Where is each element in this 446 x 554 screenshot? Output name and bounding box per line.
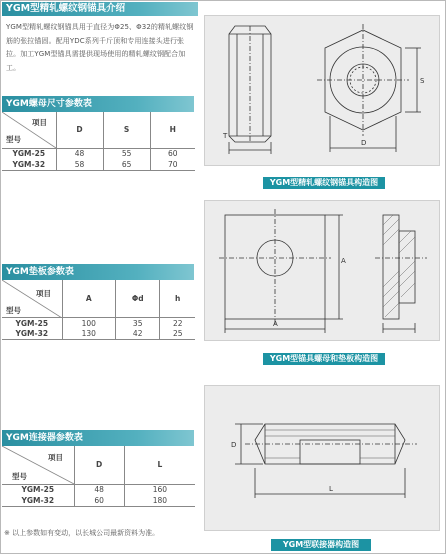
cell-value: 48 bbox=[56, 148, 103, 159]
row-model: YGM-32 bbox=[2, 159, 56, 170]
plate-table-title: YGM垫板参数表 bbox=[2, 264, 194, 280]
column-header: h bbox=[160, 280, 195, 318]
dimension-label-a-bottom: A bbox=[273, 320, 278, 328]
table-row bbox=[2, 484, 195, 495]
row-model: YGM-25 bbox=[2, 148, 56, 159]
drawing-caption: YGM型锚具螺母和垫板构造图 bbox=[263, 353, 385, 365]
table-row bbox=[2, 148, 195, 159]
cell-value: 65 bbox=[103, 159, 150, 170]
column-header: L bbox=[124, 446, 195, 484]
page-title: YGM型精轧螺纹钢锚具介绍 bbox=[2, 2, 198, 16]
dimension-label-t: T bbox=[223, 132, 228, 140]
row-model: YGM-32 bbox=[2, 495, 74, 506]
dimension-label-d: D bbox=[231, 441, 237, 449]
corner-label-model: 型号 bbox=[12, 472, 27, 481]
cell-value: 35 bbox=[115, 318, 159, 329]
column-header: D bbox=[56, 112, 103, 148]
dimension-label-d: D bbox=[361, 139, 367, 147]
drawing-caption: YGM型精轧螺纹钢锚具构造图 bbox=[263, 177, 385, 189]
left-column bbox=[2, 2, 198, 507]
table-row bbox=[2, 318, 195, 329]
cell-value: 100 bbox=[62, 318, 115, 329]
connector-table-title: YGM连接器参数表 bbox=[2, 430, 194, 446]
footnote: ※ 以上参数如有变动，以长城公司最新资料为准。 bbox=[4, 529, 160, 537]
column-header: S bbox=[103, 112, 150, 148]
cell-value: 48 bbox=[74, 484, 124, 495]
dimension-label-s: S bbox=[420, 77, 425, 85]
cell-value: 130 bbox=[62, 329, 115, 340]
cell-value: 70 bbox=[150, 159, 195, 170]
table-row bbox=[2, 495, 195, 506]
cell-value: 180 bbox=[124, 495, 195, 506]
cell-value: 60 bbox=[74, 495, 124, 506]
connector-drawing-panel bbox=[204, 385, 440, 549]
table-corner-cell bbox=[2, 112, 56, 148]
cell-value: 42 bbox=[115, 329, 159, 340]
dimension-label-a-side: A bbox=[341, 257, 346, 265]
connector-parameter-table bbox=[2, 446, 195, 507]
plate-parameter-table bbox=[2, 280, 195, 341]
column-header: H bbox=[150, 112, 195, 148]
table-corner-cell bbox=[2, 280, 62, 318]
column-header: D bbox=[74, 446, 124, 484]
row-model: YGM-25 bbox=[2, 318, 62, 329]
corner-label-item: 项目 bbox=[36, 288, 51, 298]
table-row bbox=[2, 159, 195, 170]
cell-value: 22 bbox=[160, 318, 195, 329]
row-model: YGM-32 bbox=[2, 329, 62, 340]
cell-value: 58 bbox=[56, 159, 103, 170]
corner-label-item: 项目 bbox=[32, 118, 47, 127]
table-corner-cell bbox=[2, 446, 74, 484]
cell-value: 25 bbox=[160, 329, 195, 340]
nut-parameter-table bbox=[2, 112, 195, 171]
nut-and-plate-drawing bbox=[205, 201, 441, 342]
intro-paragraph: YGM型精轧螺纹钢锚具用于直径为Φ25、Φ32的精轧螺纹钢筋的张拉锚固。配用YDC系列千斤顶和专用连接头进行张拉。加工YGM型锚具需提供现场使用的精轧螺纹钢配合加工。 bbox=[6, 23, 194, 72]
cell-value: 60 bbox=[150, 148, 195, 159]
corner-label-model: 型号 bbox=[6, 135, 21, 144]
cell-value: 55 bbox=[103, 148, 150, 159]
dimension-label-l: L bbox=[329, 485, 333, 493]
connector-drawing bbox=[205, 386, 441, 532]
nut-and-plate-drawing-panel bbox=[204, 200, 440, 363]
corner-label-item: 项目 bbox=[48, 453, 63, 462]
nut-table-title: YGM螺母尺寸参数表 bbox=[2, 96, 194, 112]
column-header: A bbox=[62, 280, 115, 318]
anchor-nut-drawing bbox=[205, 16, 441, 167]
table-row bbox=[2, 329, 195, 340]
drawing-caption: YGM型联接器构造图 bbox=[271, 539, 371, 551]
row-model: YGM-25 bbox=[2, 484, 74, 495]
column-header: Φd bbox=[115, 280, 159, 318]
anchor-nut-drawing-panel bbox=[204, 15, 440, 187]
corner-label-model: 型号 bbox=[6, 305, 21, 315]
cell-value: 160 bbox=[124, 484, 195, 495]
